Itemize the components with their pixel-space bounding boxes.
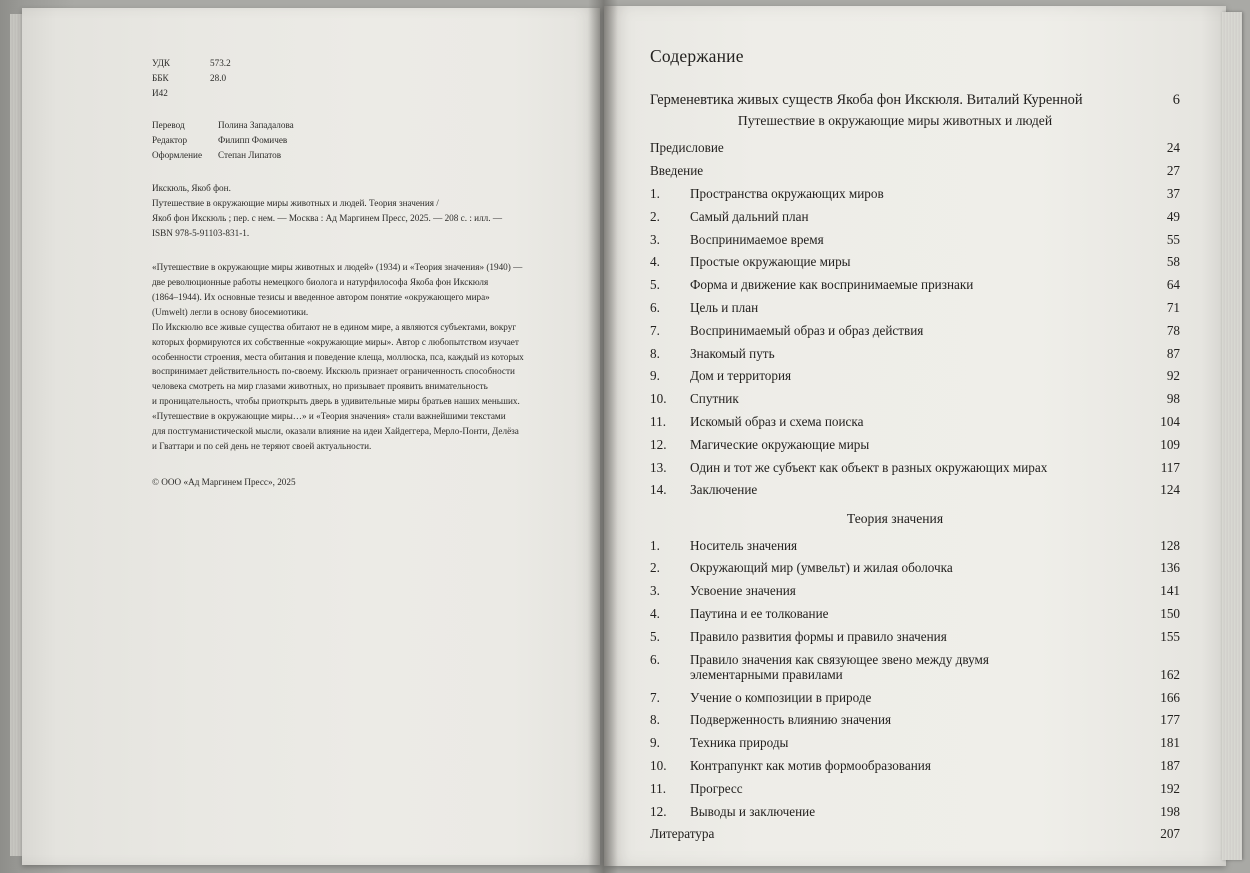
toc-entry-page: 55: [1166, 231, 1180, 247]
toc-entry[interactable]: [650, 561, 1180, 574]
toc-entry-title: Литература: [650, 826, 715, 842]
toc-entry[interactable]: [650, 539, 1180, 552]
toc-entry[interactable]: [650, 483, 1180, 496]
toc-entry-number: 8.: [650, 712, 660, 728]
toc-entry-title: Паутина и ее толкование: [690, 605, 829, 621]
toc-entry-page: 92: [1166, 368, 1180, 384]
annotation-paragraph-two: [152, 320, 572, 454]
toc-entry[interactable]: [650, 713, 1180, 726]
toc-entry-title: Дом и территория: [690, 368, 792, 384]
annotation-line: По Икскюлю все живые существа обитают не в едином мире, а являются субъектами, вокруг: [152, 321, 517, 332]
toc-entry-number: 11.: [650, 413, 666, 429]
toc-entry[interactable]: [650, 324, 1180, 337]
toc-entry[interactable]: [650, 584, 1180, 597]
toc-entry-page: 181: [1160, 735, 1180, 751]
toc-entry-page: 37: [1166, 186, 1180, 201]
toc-entry-title: Пространства окружающих миров: [690, 186, 884, 201]
credit-name: Филипп Фомичев: [218, 134, 288, 145]
toc-entry-number: 4.: [650, 254, 660, 270]
toc-entry-page: 192: [1160, 780, 1180, 796]
toc-entry[interactable]: [650, 630, 1180, 643]
code-row: [152, 86, 572, 101]
toc-entry-number: 5.: [650, 277, 660, 293]
code-value: 28.0: [210, 72, 227, 83]
toc-entry-number: 11.: [650, 780, 666, 796]
toc-entry-title: Искомый образ и схема поиска: [690, 413, 864, 429]
toc-entry-number: 3.: [650, 231, 660, 247]
toc-entry-title: Магические окружающие миры: [690, 436, 870, 452]
right-page-edges: [1222, 12, 1242, 860]
toc-entry-page: 136: [1160, 560, 1180, 576]
annotation-line: и проницательность, чтобы приоткрыть дверь в удивительные миры братьев наших меньших.: [152, 396, 520, 407]
toc-entry-title: Техника природы: [690, 735, 789, 751]
toc-entry-number: 3.: [650, 583, 660, 599]
annotation-line: особенности строения, места обитания и поведение клеща, моллюска, пса, каждый из которых: [152, 351, 524, 362]
toc-entry-page: 187: [1160, 757, 1180, 773]
toc-entry-page: 109: [1160, 436, 1180, 452]
toc-entry[interactable]: [650, 392, 1180, 405]
toc-entry-title: Цель и план: [690, 299, 759, 315]
toc-entry[interactable]: [650, 233, 1180, 246]
toc-entry-number: 12.: [650, 436, 667, 452]
toc-part-two-title: Теория значения: [846, 510, 944, 526]
toc-entry-number: 1.: [650, 537, 660, 553]
toc-entry-number: 6.: [650, 299, 660, 315]
credit-role: Оформление: [152, 149, 203, 160]
toc-entry-title: Форма и движение как воспринимаемые признаки: [690, 277, 974, 293]
annotation-line: воспринимает действительность по-своему. Икскюль признает ограниченность способности: [152, 366, 515, 377]
toc-entry-page: 78: [1166, 322, 1180, 338]
toc-entry-number: 2.: [650, 560, 660, 576]
left-page-imprint: [22, 8, 600, 865]
credit-row: [152, 118, 572, 133]
toc-entry-page: 58: [1166, 254, 1180, 270]
toc-entry-page: 71: [1166, 299, 1180, 315]
toc-entry[interactable]: [650, 805, 1180, 818]
page-title: Содержание: [650, 46, 744, 66]
toc-entry-preface[interactable]: [650, 141, 1180, 154]
credit-role: Редактор: [152, 134, 188, 145]
toc-entry[interactable]: [650, 369, 1180, 382]
credit-name: Степан Липатов: [218, 149, 282, 160]
toc-entry-title: Усвоение значения: [690, 583, 796, 599]
annotation-line: (1864–1944). Их основные тезисы и введенное автором понятие «окружающего мира»: [152, 291, 490, 302]
toc-entry-page: 166: [1160, 689, 1180, 705]
toc-entry[interactable]: [650, 347, 1180, 360]
annotation-line: и Гваттари и по сей день не теряют своей актуальности.: [152, 440, 372, 451]
toc-entry-bibliography[interactable]: [650, 827, 1180, 840]
toc-entry-title: Подверженность влиянию значения: [690, 712, 892, 728]
toc-entry-title: Один и тот же субъект как объект в разных окружающих мирах: [690, 459, 1048, 475]
code-value: 573.2: [210, 58, 231, 68]
toc-entry[interactable]: [650, 438, 1180, 451]
toc-entry-number: 7.: [650, 322, 660, 338]
toc-entry-number: 4.: [650, 605, 660, 621]
toc-entry-page: 162: [1160, 666, 1180, 682]
toc-entry-title: Заключение: [690, 482, 758, 498]
toc-entry-title-continued: элементарными правилами: [690, 666, 843, 682]
annotation-paragraph-one: [152, 260, 572, 320]
toc-entry-page: 177: [1160, 712, 1180, 728]
code-key: ББК: [152, 72, 169, 83]
toc-entry-title: Спутник: [690, 391, 739, 407]
toc-entry[interactable]: [650, 736, 1180, 749]
toc-entry-page: 198: [1160, 803, 1180, 819]
toc-entry-number: 10.: [650, 391, 667, 407]
bib-line: Якоб фон Икскюль ; пер. с нем. — Москва : Ад Маргинем Пресс, 2025. — 208 с. : илл. —: [152, 213, 503, 224]
annotation-line: две революционные работы немецкого биолога и натурфилософа Якоба фон Икскюля: [152, 276, 489, 287]
toc-entry[interactable]: [650, 415, 1180, 428]
toc-entry-page: 155: [1160, 628, 1180, 644]
annotation-line: «Путешествие в окружающие миры…» и «Теория значения» стали важнейшими текстами: [152, 411, 506, 422]
toc-entry-number: 2.: [650, 208, 660, 224]
credit-role: Перевод: [152, 119, 185, 130]
toc-entry-number: 9.: [650, 368, 660, 384]
toc-entry-number: 12.: [650, 803, 667, 819]
toc-entry-page: 128: [1160, 537, 1180, 553]
credit-row: [152, 133, 572, 148]
code-key: УДК: [152, 58, 170, 68]
credits-block: [152, 118, 572, 163]
toc-entry-page: 104: [1160, 413, 1180, 429]
toc-entry-title: Выводы и заключение: [690, 803, 816, 819]
toc-entry-page: 49: [1166, 208, 1180, 224]
annotation-line: (Umwelt) легли в основу биосемиотики.: [152, 306, 309, 317]
toc-entry-title: Предисловие: [650, 140, 724, 156]
toc-entry-title: Правило значения как связующее звено между двумя: [690, 651, 989, 667]
toc-entry-title: Прогресс: [690, 780, 743, 796]
bib-line: ISBN 978-5-91103-831-1.: [152, 228, 250, 239]
toc-entry-title: Носитель значения: [690, 537, 798, 553]
credit-name: Полина Западалова: [218, 119, 294, 130]
toc-entry[interactable]: [650, 461, 1180, 474]
toc-entry-page: 207: [1160, 826, 1180, 842]
toc-entry-title: Учение о композиции в природе: [690, 689, 872, 705]
bibliographic-description: [152, 181, 572, 241]
toc-entry-title: Воспринимаемое время: [690, 231, 824, 247]
toc-entry[interactable]: [650, 278, 1180, 291]
toc-entry-title: Самый дальний план: [690, 208, 809, 224]
right-page-contents: [604, 6, 1226, 866]
toc-entry-title: Окружающий мир (умвельт) и жилая оболочка: [690, 560, 953, 576]
toc-entry-title: Воспринимаемый образ и образ действия: [690, 322, 924, 338]
toc-entry-title: Простые окружающие миры: [690, 254, 851, 270]
toc-entry[interactable]: [650, 301, 1180, 314]
code-row: [152, 56, 572, 71]
toc-entry-number: 10.: [650, 757, 667, 773]
annotation-line: «Путешествие в окружающие миры животных и людей» (1934) и «Теория значения» (1940) —: [152, 262, 523, 273]
code-key: И42: [152, 87, 168, 98]
toc-entry[interactable]: [650, 607, 1180, 620]
toc-entry-number: 6.: [650, 651, 660, 667]
toc-entry[interactable]: [650, 187, 1180, 200]
bib-line: Путешествие в окружающие миры животных и людей. Теория значения /: [152, 198, 439, 209]
annotation-line: которых формируются их собственные «окружающие миры». Автор с любопытством изучает: [152, 336, 519, 347]
toc-entry-title: Введение: [650, 163, 704, 179]
toc-entry-number: 9.: [650, 735, 660, 751]
toc-entry-continuation[interactable]: [650, 668, 1180, 681]
toc-entry-title: Контрапункт как мотив формообразования: [690, 757, 931, 773]
toc-entry-page: 27: [1166, 163, 1180, 179]
toc-entry-number: 13.: [650, 459, 667, 475]
copyright-line: © ООО «Ад Маргинем Пресс», 2025: [152, 476, 296, 487]
annotation-line: для постгуманистической мысли, оказали влияние на идеи Хайдеггера, Мерло-Понти, Делёза: [152, 426, 519, 437]
toc-entry-page: 98: [1166, 391, 1180, 407]
imprint-block: [152, 56, 572, 490]
credit-row: [152, 148, 572, 163]
toc-part-one-title: Путешествие в окружающие миры животных и людей: [737, 113, 1053, 129]
toc-entry-number: 7.: [650, 689, 660, 705]
code-row: [152, 71, 572, 86]
toc-entry-title: Правило развития формы и правило значения: [690, 628, 947, 644]
toc-entry[interactable]: [650, 782, 1180, 795]
annotation-line: человека смотреть на мир глазами животных, но призывает проявить внимательность: [152, 381, 488, 392]
toc-entry-page: 150: [1160, 605, 1180, 621]
toc-entry-number: 1.: [650, 186, 660, 201]
toc-entry-introduction[interactable]: [650, 164, 1180, 177]
toc-entry-number: 14.: [650, 482, 667, 498]
toc-entry-page: 124: [1160, 482, 1180, 498]
toc-entry-page: 6: [1172, 92, 1180, 108]
toc-entry[interactable]: [650, 210, 1180, 223]
toc-entry-page: 87: [1166, 345, 1180, 361]
toc-entry-number: 5.: [650, 628, 660, 644]
table-of-contents: [650, 46, 1180, 850]
toc-entry-title: Герменевтика живых существ Якоба фон Икскюля. Виталий Куренной: [650, 92, 1083, 108]
toc-entry-page: 64: [1166, 277, 1180, 293]
toc-entry-page: 141: [1160, 583, 1180, 599]
toc-entry-page: 117: [1160, 459, 1180, 475]
library-codes: [152, 56, 572, 101]
toc-entry-page: 24: [1166, 140, 1180, 156]
bib-line: Икскюль, Якоб фон.: [152, 183, 231, 194]
toc-entry-title: Знакомый путь: [690, 345, 775, 361]
toc-entry[interactable]: [650, 759, 1180, 772]
toc-entry-intro[interactable]: [650, 93, 1180, 107]
toc-entry[interactable]: [650, 653, 1180, 666]
toc-entry-number: 8.: [650, 345, 660, 361]
toc-entry[interactable]: [650, 255, 1180, 268]
toc-entry[interactable]: [650, 691, 1180, 704]
